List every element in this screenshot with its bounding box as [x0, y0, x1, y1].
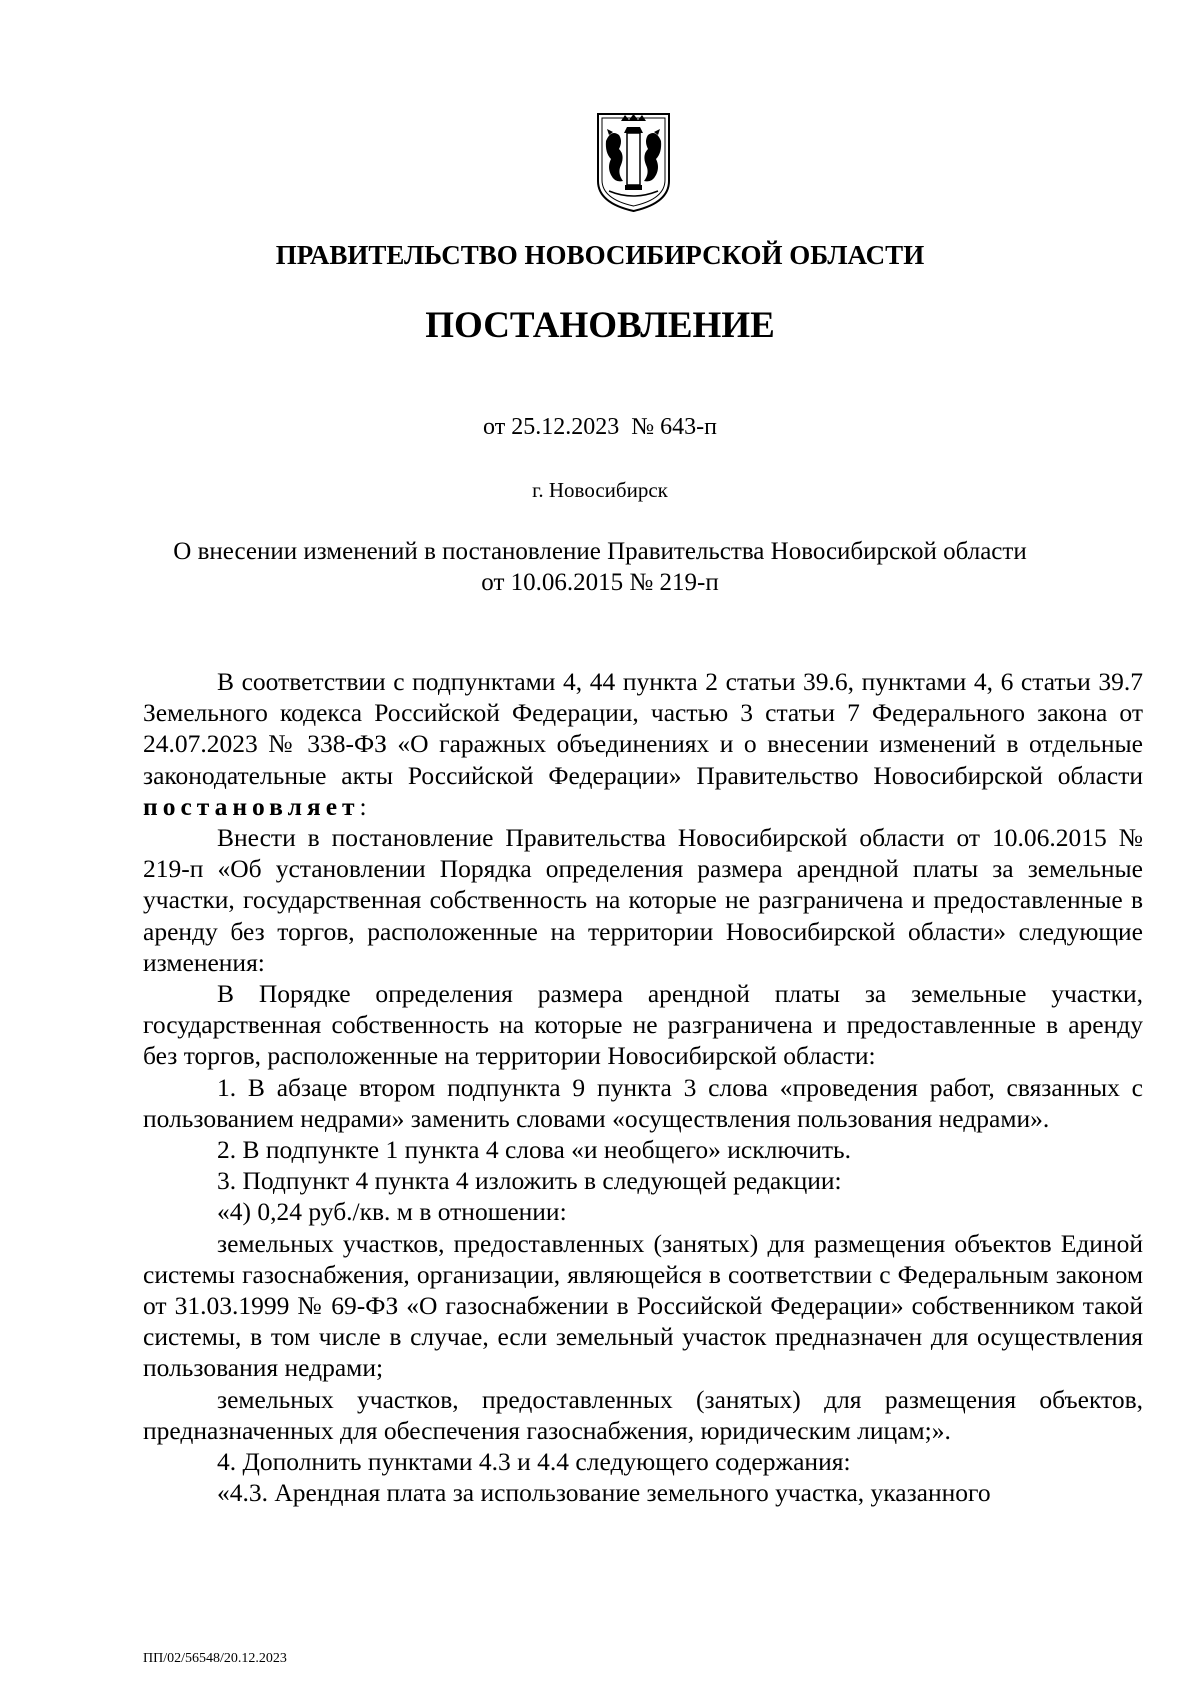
paragraph-gas-supply-system: земельных участков, предоставленных (занятых) для размещения объектов Единой системы газоснабжения, организации, являющейся в соответствии с Федеральным законом от 31.03.1999 № 69-ФЗ «О газоснабжении в Российской Федерации» собственником такой системы, в том числе в случае, если земельный участок предназначен для осуществления пользования недрами; [143, 1228, 1143, 1383]
preamble-text: В соответствии с подпунктами 4, 44 пункта 2 статьи 39.6, пунктами 4, 6 статьи 39.7 Земельного кодекса Российской Федерации, частью 3 статьи 7 Федерального закона от 24.07.2023 № 338-ФЗ «О гаражных объединениях и о внесении изменений в отдельные законодательные акты Российской Федерации» Правительство Новосибирской области [143, 667, 1143, 790]
paragraph-item-3: 3. Подпункт 4 пункта 4 изложить в следующей редакции: [217, 1166, 842, 1196]
subject-line-1: О внесении изменений в постановление Правительства Новосибирской области [173, 538, 1027, 565]
paragraph-amend: Внести в постановление Правительства Новосибирской области от 10.06.2015 № 219-п «Об установлении Порядка определения размера арендной платы за земельные участки, государственная собственность на которые не разграничена и предоставленные в аренду без торгов, расположенные на территории Новосибирской области» следующие изменения: [143, 823, 1143, 977]
subject-line-2: от 10.06.2015 № 219-п [481, 569, 719, 596]
paragraph-preamble [143, 666, 1143, 822]
preamble-end: : [359, 791, 367, 821]
coat-of-arms-icon [595, 111, 672, 213]
document-type-title: ПОСТАНОВЛЕНИЕ [425, 305, 775, 346]
paragraph-item-1: 1. В абзаце втором подпункта 9 пункта 3 слова «проведения работ, связанных с пользованием недрами» заменить словами «осуществления пользования недрами». [143, 1072, 1143, 1133]
paragraph-item-4: 4. Дополнить пунктами 4.3 и 4.4 следующего содержания: [217, 1447, 851, 1477]
document-city: г. Новосибирск [532, 478, 668, 502]
document-subject [100, 536, 1100, 598]
paragraph-item-2: 2. В подпункте 1 пункта 4 слова «и необщего» исключить. [217, 1135, 852, 1165]
paragraph-gas-supply-objects: земельных участков, предоставленных (занятых) для размещения объектов, предназначенных для обеспечения газоснабжения, юридическим лицам;». [143, 1384, 1143, 1445]
document-body [143, 666, 1143, 1508]
paragraph-procedure: В Порядке определения размера арендной платы за земельные участки, государственная собственность на которые не разграничена и предоставленные в аренду без торгов, расположенные на территории Новосибирской области: [143, 979, 1143, 1071]
footer-document-code: ПП/02/56548/20.12.2023 [143, 1651, 287, 1666]
paragraph-subitem-4: «4) 0,24 руб./кв. м в отношении: [217, 1197, 567, 1227]
resolves-word: постановляет [143, 791, 360, 821]
document-date-number: от 25.12.2023 № 643-п [483, 414, 717, 440]
organization-title: ПРАВИТЕЛЬСТВО НОВОСИБИРСКОЙ ОБЛАСТИ [275, 240, 925, 270]
paragraph-item-4-3: «4.3. Арендная плата за использование земельного участка, указанного [217, 1478, 991, 1508]
